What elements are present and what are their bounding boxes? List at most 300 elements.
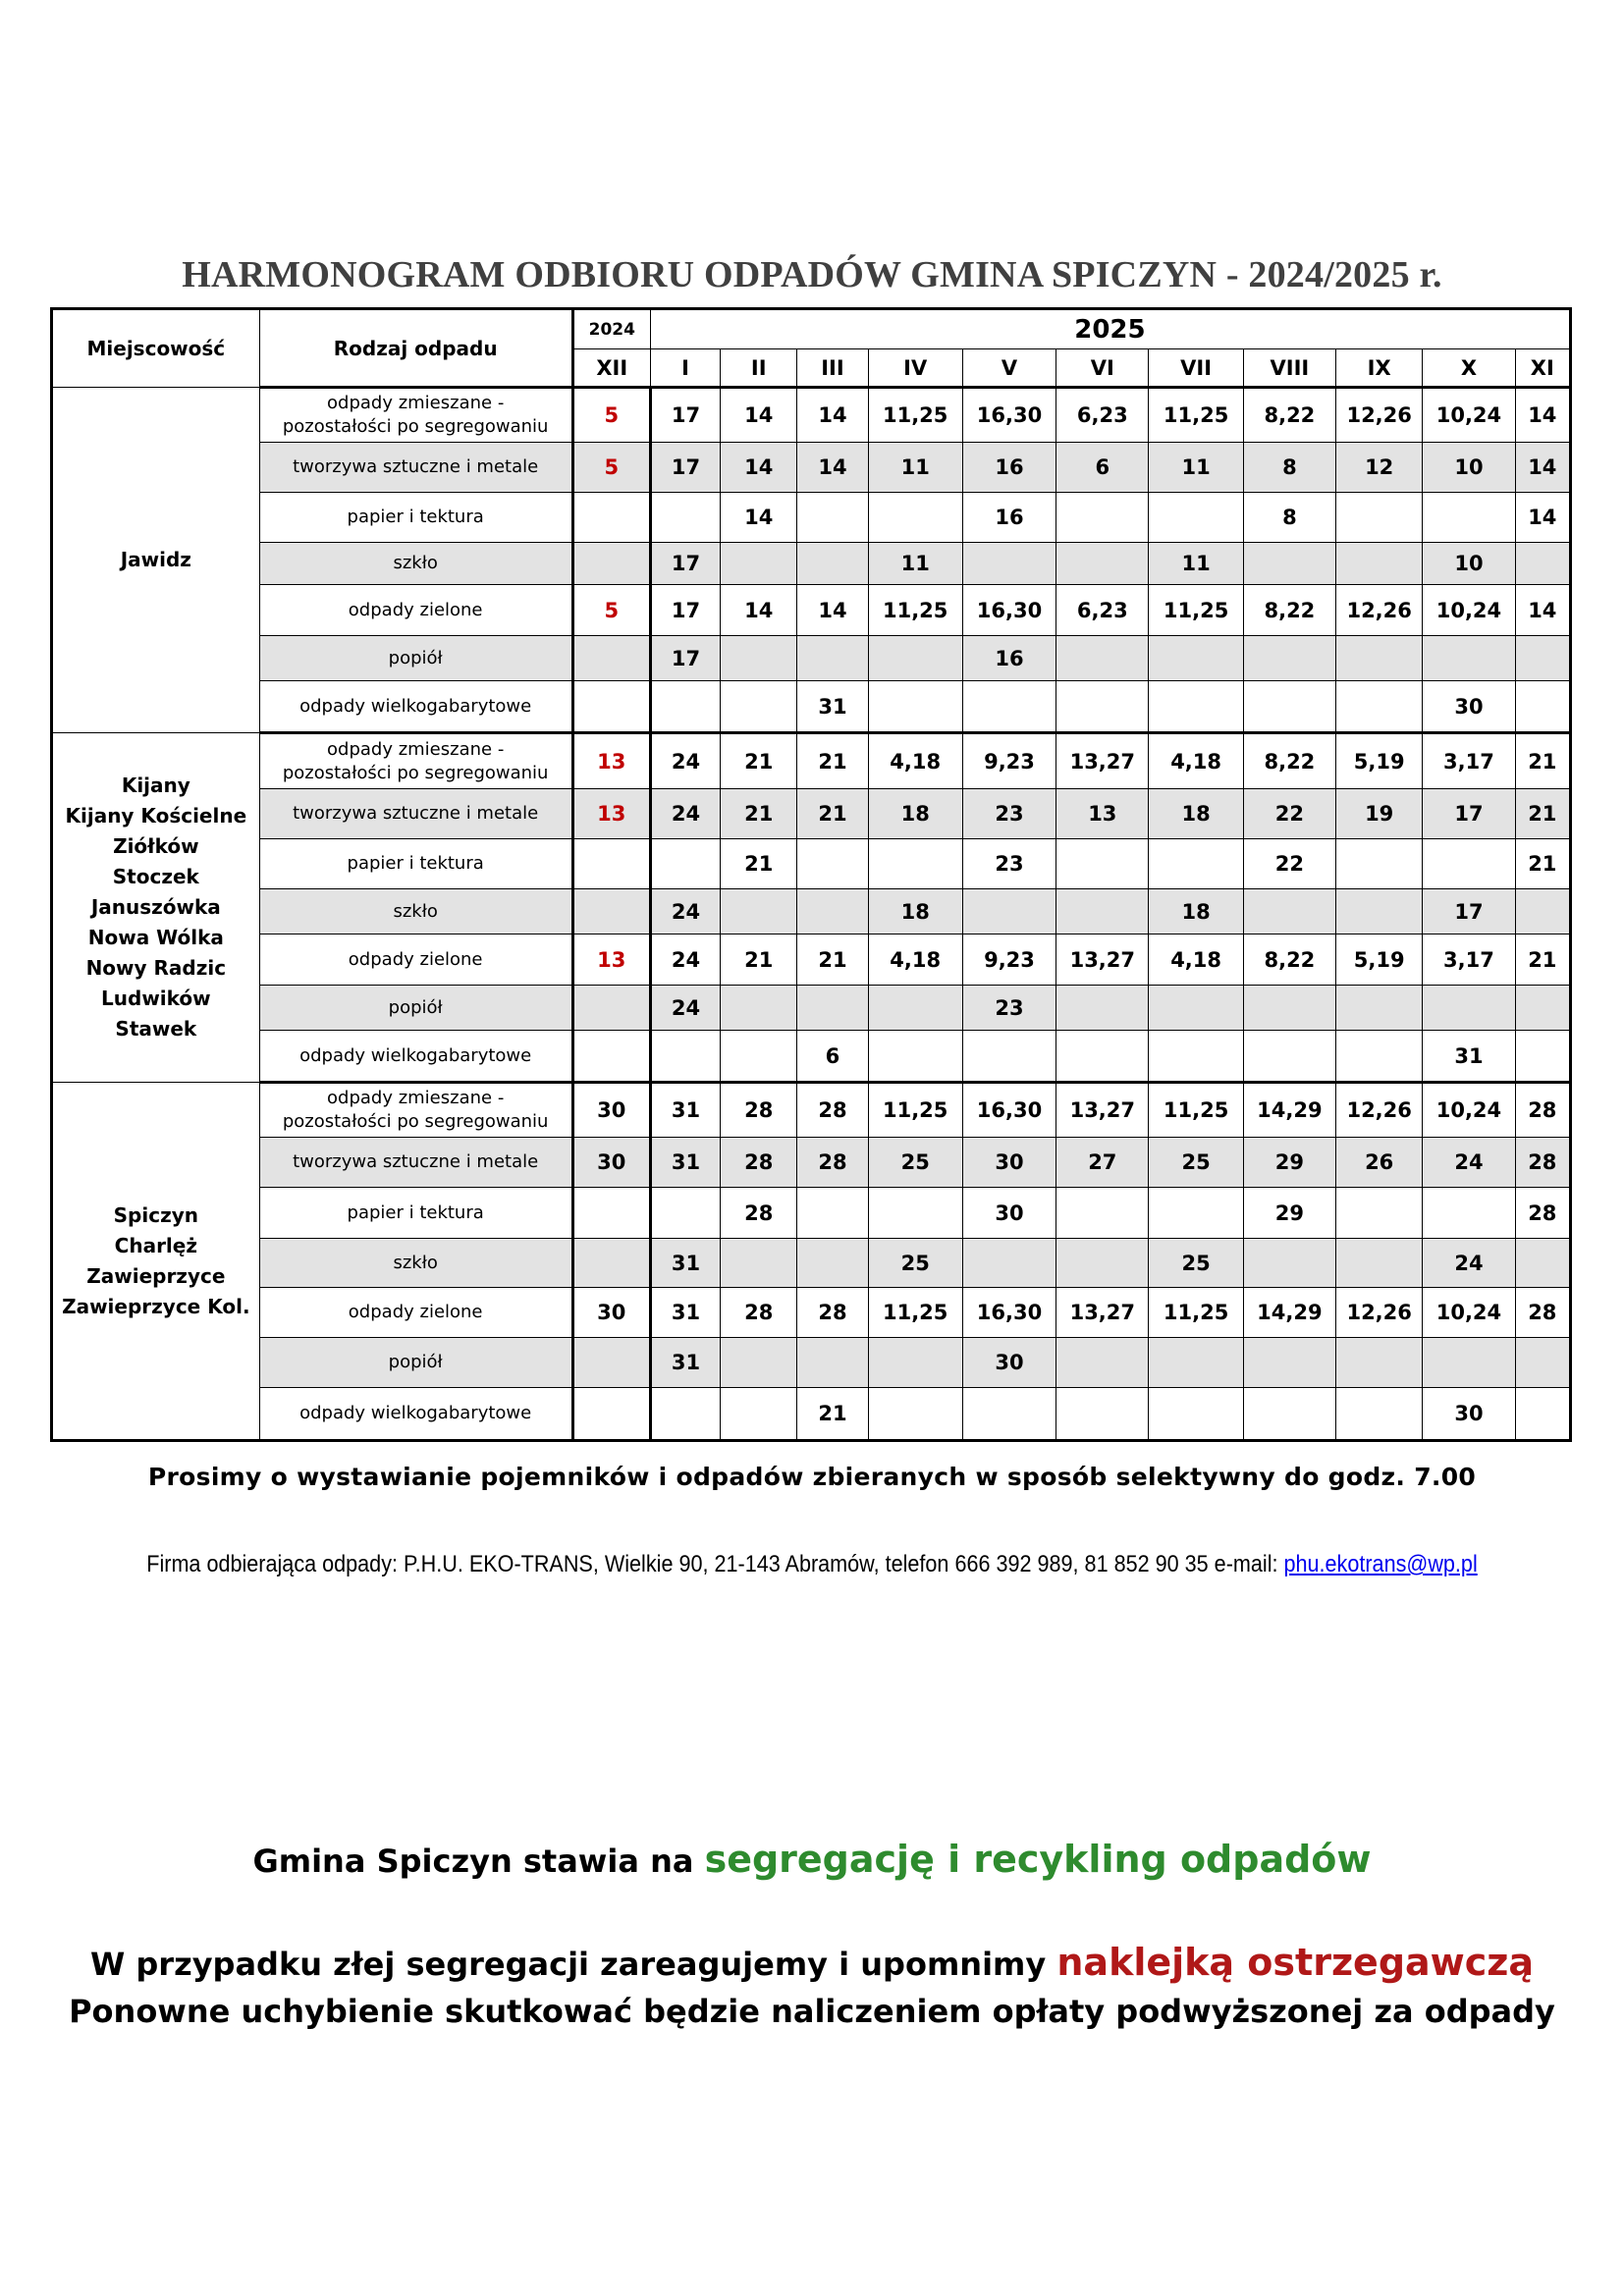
date-cell: 30 bbox=[1423, 681, 1515, 733]
slogan-line-2-highlight: naklejką ostrzegawczą bbox=[1056, 1941, 1535, 1984]
date-cell bbox=[1336, 1388, 1423, 1441]
date-cell: 8,22 bbox=[1243, 388, 1335, 443]
date-cell: 28 bbox=[1515, 1138, 1570, 1188]
date-cell: 8,22 bbox=[1243, 733, 1335, 789]
date-cell bbox=[650, 1188, 720, 1239]
date-cell: 10 bbox=[1423, 543, 1515, 585]
date-cell: 11,25 bbox=[868, 585, 962, 636]
date-cell: 9,23 bbox=[962, 733, 1056, 789]
date-cell: 30 bbox=[572, 1138, 650, 1188]
date-cell bbox=[1149, 493, 1243, 543]
date-cell bbox=[1056, 986, 1149, 1031]
date-cell: 11,25 bbox=[868, 388, 962, 443]
date-cell: 12,26 bbox=[1336, 585, 1423, 636]
date-cell: 5,19 bbox=[1336, 733, 1423, 789]
date-cell bbox=[572, 1388, 650, 1441]
date-cell: 28 bbox=[721, 1138, 797, 1188]
date-cell: 24 bbox=[650, 733, 720, 789]
waste-type-cell bbox=[259, 839, 572, 889]
date-cell: 28 bbox=[1515, 1288, 1570, 1338]
table-row bbox=[52, 1138, 1571, 1188]
date-cell: 24 bbox=[1423, 1239, 1515, 1288]
waste-type-cell bbox=[259, 681, 572, 733]
table-row bbox=[52, 636, 1571, 681]
waste-type-cell bbox=[259, 388, 572, 443]
table-row bbox=[52, 681, 1571, 733]
date-cell bbox=[721, 1338, 797, 1388]
date-cell: 28 bbox=[721, 1188, 797, 1239]
date-cell bbox=[650, 681, 720, 733]
table-row bbox=[52, 1031, 1571, 1083]
date-cell: 28 bbox=[797, 1138, 868, 1188]
header-month: II bbox=[721, 349, 797, 388]
date-cell: 11,25 bbox=[1149, 388, 1243, 443]
date-cell bbox=[868, 636, 962, 681]
waste-type-cell bbox=[259, 1138, 572, 1188]
waste-type-label: odpady zielone bbox=[348, 1302, 483, 1322]
date-cell bbox=[1515, 543, 1570, 585]
date-cell: 13 bbox=[572, 934, 650, 986]
date-cell bbox=[1515, 1239, 1570, 1288]
header-waste-type: Rodzaj odpadu bbox=[259, 309, 572, 388]
date-cell: 14 bbox=[1515, 388, 1570, 443]
location-cell bbox=[52, 388, 260, 733]
date-cell bbox=[797, 1338, 868, 1388]
date-cell bbox=[1056, 889, 1149, 934]
page-title: HARMONOGRAM ODBIORU ODPADÓW GMINA SPICZYN - 2024/2025 r. bbox=[182, 254, 1442, 295]
header-month: VII bbox=[1149, 349, 1243, 388]
waste-type-cell bbox=[259, 1239, 572, 1288]
location-name: Januszówka bbox=[90, 895, 221, 919]
waste-type-cell bbox=[259, 733, 572, 789]
date-cell bbox=[1515, 681, 1570, 733]
date-cell: 30 bbox=[962, 1138, 1056, 1188]
date-cell: 31 bbox=[797, 681, 868, 733]
date-cell bbox=[1149, 681, 1243, 733]
date-cell: 11 bbox=[868, 543, 962, 585]
date-cell: 6,23 bbox=[1056, 585, 1149, 636]
date-cell bbox=[1056, 493, 1149, 543]
date-cell: 30 bbox=[962, 1188, 1056, 1239]
date-cell bbox=[797, 986, 868, 1031]
date-cell: 18 bbox=[1149, 889, 1243, 934]
date-cell: 18 bbox=[1149, 789, 1243, 839]
date-cell: 21 bbox=[797, 1388, 868, 1441]
date-cell bbox=[1336, 493, 1423, 543]
date-cell: 13 bbox=[1056, 789, 1149, 839]
date-cell: 17 bbox=[1423, 789, 1515, 839]
date-cell: 17 bbox=[650, 636, 720, 681]
date-cell bbox=[868, 1338, 962, 1388]
date-cell: 4,18 bbox=[1149, 934, 1243, 986]
date-cell: 24 bbox=[650, 986, 720, 1031]
date-cell bbox=[1149, 1388, 1243, 1441]
date-cell: 24 bbox=[650, 789, 720, 839]
date-cell: 14 bbox=[797, 388, 868, 443]
waste-type-label: odpady zmieszane - bbox=[327, 738, 505, 760]
date-cell: 8,22 bbox=[1243, 585, 1335, 636]
location-name: Nowa Wólka bbox=[87, 926, 224, 949]
slogan-line-1 bbox=[0, 1838, 1624, 1881]
date-cell bbox=[868, 1031, 962, 1083]
header-month: VI bbox=[1056, 349, 1149, 388]
date-cell: 14,29 bbox=[1243, 1083, 1335, 1138]
location-name: Zawieprzyce bbox=[86, 1263, 226, 1288]
date-cell bbox=[1423, 1338, 1515, 1388]
date-cell: 14 bbox=[797, 585, 868, 636]
date-cell: 22 bbox=[1243, 789, 1335, 839]
date-cell bbox=[721, 543, 797, 585]
table-row bbox=[52, 986, 1571, 1031]
waste-type-cell bbox=[259, 1388, 572, 1441]
header-month: IV bbox=[868, 349, 962, 388]
date-cell bbox=[721, 636, 797, 681]
slogan-line-2 bbox=[0, 1941, 1624, 1984]
date-cell: 4,18 bbox=[868, 934, 962, 986]
table-row bbox=[52, 839, 1571, 889]
date-cell bbox=[1423, 839, 1515, 889]
date-cell bbox=[1423, 493, 1515, 543]
date-cell: 28 bbox=[721, 1083, 797, 1138]
date-cell: 5 bbox=[572, 585, 650, 636]
date-cell: 14 bbox=[1515, 585, 1570, 636]
date-cell: 14 bbox=[721, 388, 797, 443]
date-cell: 23 bbox=[962, 789, 1056, 839]
date-cell bbox=[1243, 889, 1335, 934]
date-cell: 21 bbox=[797, 934, 868, 986]
date-cell bbox=[962, 543, 1056, 585]
date-cell bbox=[650, 1031, 720, 1083]
date-cell: 12 bbox=[1336, 443, 1423, 493]
date-cell bbox=[1149, 1188, 1243, 1239]
date-cell: 11,25 bbox=[868, 1083, 962, 1138]
date-cell: 31 bbox=[650, 1338, 720, 1388]
waste-type-label: odpady zielone bbox=[348, 948, 483, 970]
waste-type-cell bbox=[259, 789, 572, 839]
table-row bbox=[52, 1288, 1571, 1338]
table-row bbox=[52, 1388, 1571, 1441]
date-cell: 13,27 bbox=[1056, 1083, 1149, 1138]
firm-info bbox=[81, 1551, 1543, 1578]
waste-type-cell bbox=[259, 889, 572, 934]
date-cell: 11 bbox=[1149, 443, 1243, 493]
date-cell: 29 bbox=[1243, 1188, 1335, 1239]
date-cell: 31 bbox=[650, 1288, 720, 1338]
waste-type-label: szkło bbox=[393, 1252, 438, 1273]
waste-type-label: odpady zmieszane - bbox=[327, 393, 505, 413]
date-cell bbox=[721, 1388, 797, 1441]
date-cell: 11 bbox=[1149, 543, 1243, 585]
table-row bbox=[52, 1239, 1571, 1288]
date-cell bbox=[572, 681, 650, 733]
date-cell: 10,24 bbox=[1423, 388, 1515, 443]
date-cell: 14 bbox=[797, 443, 868, 493]
schedule-table bbox=[50, 307, 1572, 1442]
date-cell bbox=[650, 493, 720, 543]
date-cell bbox=[1423, 636, 1515, 681]
date-cell: 13,27 bbox=[1056, 934, 1149, 986]
date-cell: 17 bbox=[650, 585, 720, 636]
date-cell: 24 bbox=[650, 934, 720, 986]
date-cell bbox=[572, 889, 650, 934]
date-cell: 11,25 bbox=[868, 1288, 962, 1338]
date-cell: 31 bbox=[650, 1239, 720, 1288]
waste-type-label: odpady zielone bbox=[348, 599, 483, 620]
date-cell bbox=[1423, 1188, 1515, 1239]
date-cell bbox=[1056, 636, 1149, 681]
header-month: XI bbox=[1515, 349, 1570, 388]
date-cell bbox=[1243, 1388, 1335, 1441]
date-cell: 22 bbox=[1243, 839, 1335, 889]
date-cell: 4,18 bbox=[1149, 733, 1243, 789]
date-cell: 21 bbox=[797, 733, 868, 789]
date-cell: 21 bbox=[1515, 839, 1570, 889]
date-cell: 19 bbox=[1336, 789, 1423, 839]
date-cell bbox=[797, 636, 868, 681]
date-cell: 21 bbox=[721, 789, 797, 839]
date-cell bbox=[572, 1188, 650, 1239]
waste-type-label: papier i tektura bbox=[347, 507, 484, 527]
date-cell bbox=[962, 1031, 1056, 1083]
location-cell bbox=[52, 733, 260, 1083]
date-cell: 31 bbox=[650, 1083, 720, 1138]
waste-type-label: szkło bbox=[393, 553, 438, 573]
date-cell: 11,25 bbox=[1149, 585, 1243, 636]
date-cell: 25 bbox=[868, 1138, 962, 1188]
date-cell bbox=[1149, 1031, 1243, 1083]
date-cell bbox=[1336, 1188, 1423, 1239]
date-cell: 8 bbox=[1243, 493, 1335, 543]
date-cell bbox=[721, 681, 797, 733]
date-cell bbox=[868, 1388, 962, 1441]
date-cell: 10,24 bbox=[1423, 585, 1515, 636]
date-cell: 21 bbox=[1515, 733, 1570, 789]
location-name: Charlęż bbox=[114, 1233, 197, 1257]
date-cell bbox=[962, 681, 1056, 733]
date-cell bbox=[868, 493, 962, 543]
date-cell bbox=[1243, 1031, 1335, 1083]
slogan-line-3: Ponowne uchybienie skutkować będzie naliczeniem opłaty podwyższonej za odpady bbox=[69, 1993, 1555, 2030]
date-cell bbox=[1149, 636, 1243, 681]
date-cell: 10 bbox=[1423, 443, 1515, 493]
date-cell bbox=[721, 1239, 797, 1288]
header-year-2025: 2025 bbox=[650, 309, 1570, 349]
table-row bbox=[52, 585, 1571, 636]
date-cell: 28 bbox=[721, 1288, 797, 1338]
date-cell: 16 bbox=[962, 443, 1056, 493]
date-cell bbox=[1243, 1239, 1335, 1288]
date-cell: 6,23 bbox=[1056, 388, 1149, 443]
date-cell: 17 bbox=[1423, 889, 1515, 934]
date-cell bbox=[1056, 681, 1149, 733]
location-name: Jawidz bbox=[120, 548, 191, 571]
date-cell: 30 bbox=[1423, 1388, 1515, 1441]
date-cell: 29 bbox=[1243, 1138, 1335, 1188]
date-cell: 21 bbox=[797, 789, 868, 839]
date-cell bbox=[1515, 986, 1570, 1031]
date-cell bbox=[1056, 839, 1149, 889]
date-cell bbox=[1336, 1239, 1423, 1288]
date-cell: 16 bbox=[962, 636, 1056, 681]
date-cell: 21 bbox=[1515, 934, 1570, 986]
date-cell bbox=[1056, 1188, 1149, 1239]
date-cell bbox=[1243, 543, 1335, 585]
date-cell: 11,25 bbox=[1149, 1288, 1243, 1338]
date-cell: 5,19 bbox=[1336, 934, 1423, 986]
waste-type-label: popiół bbox=[388, 647, 443, 668]
date-cell bbox=[721, 986, 797, 1031]
waste-type-label: tworzywa sztuczne i metale bbox=[293, 1151, 539, 1172]
location-name: Nowy Radzic bbox=[85, 956, 227, 980]
date-cell: 5 bbox=[572, 388, 650, 443]
date-cell bbox=[572, 1338, 650, 1388]
location-cell bbox=[52, 1083, 260, 1441]
date-cell bbox=[1336, 889, 1423, 934]
waste-type-cell bbox=[259, 1083, 572, 1138]
date-cell bbox=[1243, 681, 1335, 733]
date-cell: 25 bbox=[1149, 1239, 1243, 1288]
date-cell: 21 bbox=[721, 733, 797, 789]
date-cell: 8 bbox=[1243, 443, 1335, 493]
date-cell: 14,29 bbox=[1243, 1288, 1335, 1338]
date-cell: 23 bbox=[962, 839, 1056, 889]
waste-type-label: tworzywa sztuczne i metale bbox=[293, 803, 539, 824]
date-cell bbox=[1243, 1338, 1335, 1388]
date-cell: 28 bbox=[797, 1288, 868, 1338]
date-cell: 8,22 bbox=[1243, 934, 1335, 986]
date-cell: 11,25 bbox=[1149, 1083, 1243, 1138]
date-cell: 31 bbox=[650, 1138, 720, 1188]
date-cell bbox=[868, 681, 962, 733]
date-cell: 16,30 bbox=[962, 1288, 1056, 1338]
date-cell: 10,24 bbox=[1423, 1288, 1515, 1338]
slogan-line-2-prefix: W przypadku złej segregacji zareagujemy i upomnimy bbox=[89, 1946, 1057, 1983]
date-cell bbox=[1515, 636, 1570, 681]
date-cell: 18 bbox=[868, 889, 962, 934]
date-cell bbox=[797, 493, 868, 543]
slogan-line-1-prefix: Gmina Spiczyn stawia na bbox=[252, 1842, 705, 1880]
waste-type-label-line-2: pozostałości po segregowaniu bbox=[282, 416, 549, 437]
table-row bbox=[52, 388, 1571, 443]
date-cell: 14 bbox=[721, 443, 797, 493]
date-cell bbox=[1515, 1338, 1570, 1388]
waste-type-label: odpady wielkogabarytowe bbox=[299, 1403, 532, 1423]
header-month: III bbox=[797, 349, 868, 388]
date-cell: 26 bbox=[1336, 1138, 1423, 1188]
date-cell: 28 bbox=[797, 1083, 868, 1138]
date-cell bbox=[1243, 986, 1335, 1031]
date-cell: 5 bbox=[572, 443, 650, 493]
date-cell bbox=[572, 839, 650, 889]
firm-text: Firma odbierająca odpady: P.H.U. EKO-TRANS, Wielkie 90, 21-143 Abramów, telefon 666 392 989, 81 852 90 35 e-mail: bbox=[146, 1551, 1284, 1577]
date-cell bbox=[962, 1388, 1056, 1441]
table-row bbox=[52, 934, 1571, 986]
header-location: Miejscowość bbox=[52, 309, 260, 388]
date-cell: 28 bbox=[1515, 1083, 1570, 1138]
date-cell: 24 bbox=[1423, 1138, 1515, 1188]
date-cell bbox=[797, 889, 868, 934]
date-cell bbox=[1336, 839, 1423, 889]
date-cell bbox=[797, 1239, 868, 1288]
date-cell bbox=[572, 493, 650, 543]
date-cell bbox=[962, 1239, 1056, 1288]
date-cell bbox=[1336, 1338, 1423, 1388]
waste-type-label-line-2: pozostałości po segregowaniu bbox=[282, 1111, 549, 1132]
date-cell: 14 bbox=[721, 493, 797, 543]
date-cell bbox=[1515, 1388, 1570, 1441]
location-name: Ludwików bbox=[101, 987, 211, 1010]
date-cell: 16,30 bbox=[962, 1083, 1056, 1138]
date-cell bbox=[797, 1188, 868, 1239]
header-month: V bbox=[962, 349, 1056, 388]
table-row bbox=[52, 493, 1571, 543]
date-cell bbox=[650, 839, 720, 889]
date-cell bbox=[1515, 1031, 1570, 1083]
table-row bbox=[52, 733, 1571, 789]
date-cell bbox=[1056, 1388, 1149, 1441]
date-cell: 17 bbox=[650, 443, 720, 493]
date-cell bbox=[1336, 986, 1423, 1031]
table-row bbox=[52, 889, 1571, 934]
table-row bbox=[52, 789, 1571, 839]
date-cell bbox=[1336, 1031, 1423, 1083]
date-cell bbox=[868, 1188, 962, 1239]
date-cell bbox=[1149, 1338, 1243, 1388]
header-month: I bbox=[650, 349, 720, 388]
date-cell: 9,23 bbox=[962, 934, 1056, 986]
date-cell bbox=[1149, 839, 1243, 889]
date-cell: 12,26 bbox=[1336, 1083, 1423, 1138]
date-cell: 10,24 bbox=[1423, 1083, 1515, 1138]
date-cell: 14 bbox=[1515, 493, 1570, 543]
waste-type-cell bbox=[259, 934, 572, 986]
date-cell bbox=[1336, 543, 1423, 585]
location-name: Zawieprzyce Kol. bbox=[62, 1294, 250, 1318]
date-cell: 16,30 bbox=[962, 388, 1056, 443]
waste-type-label: odpady wielkogabarytowe bbox=[299, 1044, 532, 1066]
date-cell bbox=[962, 889, 1056, 934]
date-cell: 3,17 bbox=[1423, 934, 1515, 986]
date-cell: 17 bbox=[650, 388, 720, 443]
date-cell bbox=[1056, 1031, 1149, 1083]
waste-type-cell bbox=[259, 1031, 572, 1083]
table-row bbox=[52, 1083, 1571, 1138]
date-cell bbox=[572, 986, 650, 1031]
date-cell: 12,26 bbox=[1336, 1288, 1423, 1338]
date-cell bbox=[721, 1031, 797, 1083]
date-cell: 21 bbox=[1515, 789, 1570, 839]
table-row bbox=[52, 443, 1571, 493]
waste-type-label: odpady zmieszane - bbox=[327, 1088, 505, 1108]
date-cell bbox=[1336, 636, 1423, 681]
location-name: Spiczyn bbox=[113, 1202, 198, 1227]
date-cell bbox=[572, 1239, 650, 1288]
date-cell bbox=[797, 839, 868, 889]
email-link[interactable]: phu.ekotrans@wp.pl bbox=[1283, 1551, 1478, 1577]
date-cell: 24 bbox=[650, 889, 720, 934]
header-year-2024: 2024 bbox=[572, 309, 650, 349]
date-cell: 4,18 bbox=[868, 733, 962, 789]
date-cell bbox=[572, 636, 650, 681]
waste-type-cell bbox=[259, 585, 572, 636]
header-month: IX bbox=[1336, 349, 1423, 388]
table-row bbox=[52, 1338, 1571, 1388]
date-cell: 13 bbox=[572, 789, 650, 839]
date-cell bbox=[1056, 543, 1149, 585]
table-row bbox=[52, 1188, 1571, 1239]
date-cell: 30 bbox=[962, 1338, 1056, 1388]
date-cell bbox=[1056, 1239, 1149, 1288]
